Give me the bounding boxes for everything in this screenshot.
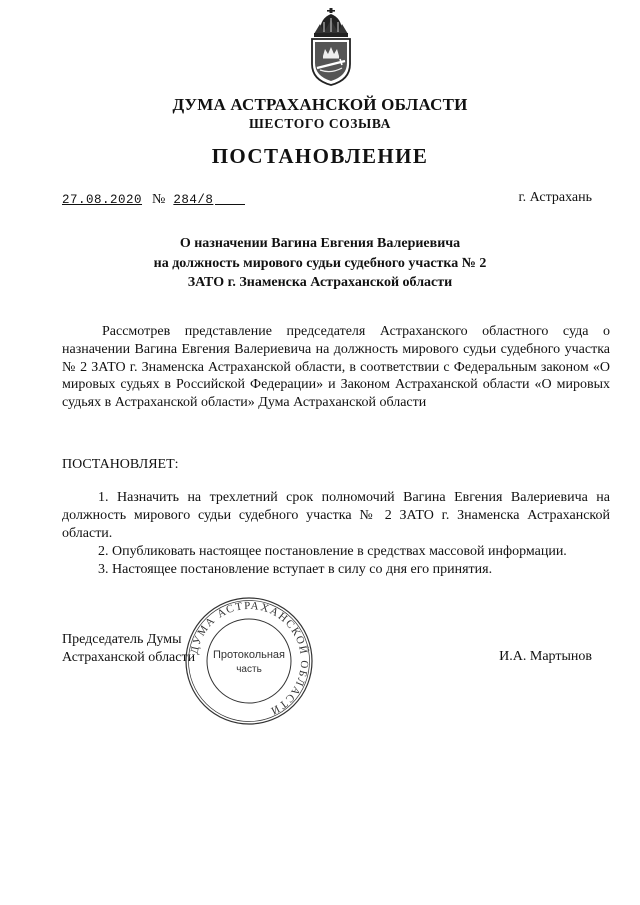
document-date: 27.08.2020: [62, 193, 143, 207]
signatory-title-line-1: Председатель Думы: [62, 632, 182, 647]
preamble-paragraph: Рассмотрев представление председателя Астраханского областного суда о назначении Вагина Евгения Валериевича на должность мирового судьи судебного участка № 2 ЗАТО г. Знаменска Астраханской области, в соответствии с Федеральным законом «О мировых судьях в Российской Федерации» и Законом Астраханской области «О мировых судьях в Астраханской области» Дума Астраханской области: [62, 324, 610, 411]
signatory-title: [62, 631, 195, 667]
city: г. Астрахань: [518, 190, 592, 205]
date-number-line: [62, 191, 245, 208]
subject-line-1: О назначении Вагина Евгения Валериевича: [179, 236, 461, 251]
organization-name: ДУМА АСТРАХАНСКОЙ ОБЛАСТИ: [172, 95, 468, 114]
convocation: ШЕСТОГО СОЗЫВА: [249, 116, 391, 131]
signatory-name: И.А. Мартынов: [499, 649, 592, 664]
document-type: ПОСТАНОВЛЕНИЕ: [211, 144, 429, 168]
document-subject: [0, 234, 640, 293]
seal-center-line-2: часть: [236, 664, 262, 675]
number-sign: №: [152, 192, 166, 207]
document-number: 284/8: [173, 193, 214, 207]
resolution-item-1: 1. Назначить на трехлетний срок полномочий Вагина Евгения Валериевича на должность мирового судьи судебного участка № 2 ЗАТО г. Знаменска Астраханской области.: [62, 490, 610, 541]
subject-line-2: на должность мирового судьи судебного участка № 2: [153, 255, 487, 271]
signatory-title-line-2: Астраханской области: [62, 650, 196, 665]
resolution-item-2: 2. Опубликовать настоящее постановление в средствах массовой информации.: [98, 544, 567, 559]
resolution-item-3: 3. Настоящее постановление вступает в силу со дня его принятия.: [98, 562, 493, 577]
subject-line-3: ЗАТО г. Знаменска Астраханской области: [187, 275, 453, 290]
official-seal: [184, 596, 314, 726]
resolves-heading: ПОСТАНОВЛЯЕТ:: [62, 457, 179, 472]
number-blank-line: [215, 204, 245, 205]
seal-ring-text: ДУМА АСТРАХАНСКОЙ ОБЛАСТИ: [188, 599, 311, 718]
astrakhan-coat-of-arms-icon: [306, 8, 356, 86]
seal-center-line-1: Протокольная: [212, 649, 286, 661]
